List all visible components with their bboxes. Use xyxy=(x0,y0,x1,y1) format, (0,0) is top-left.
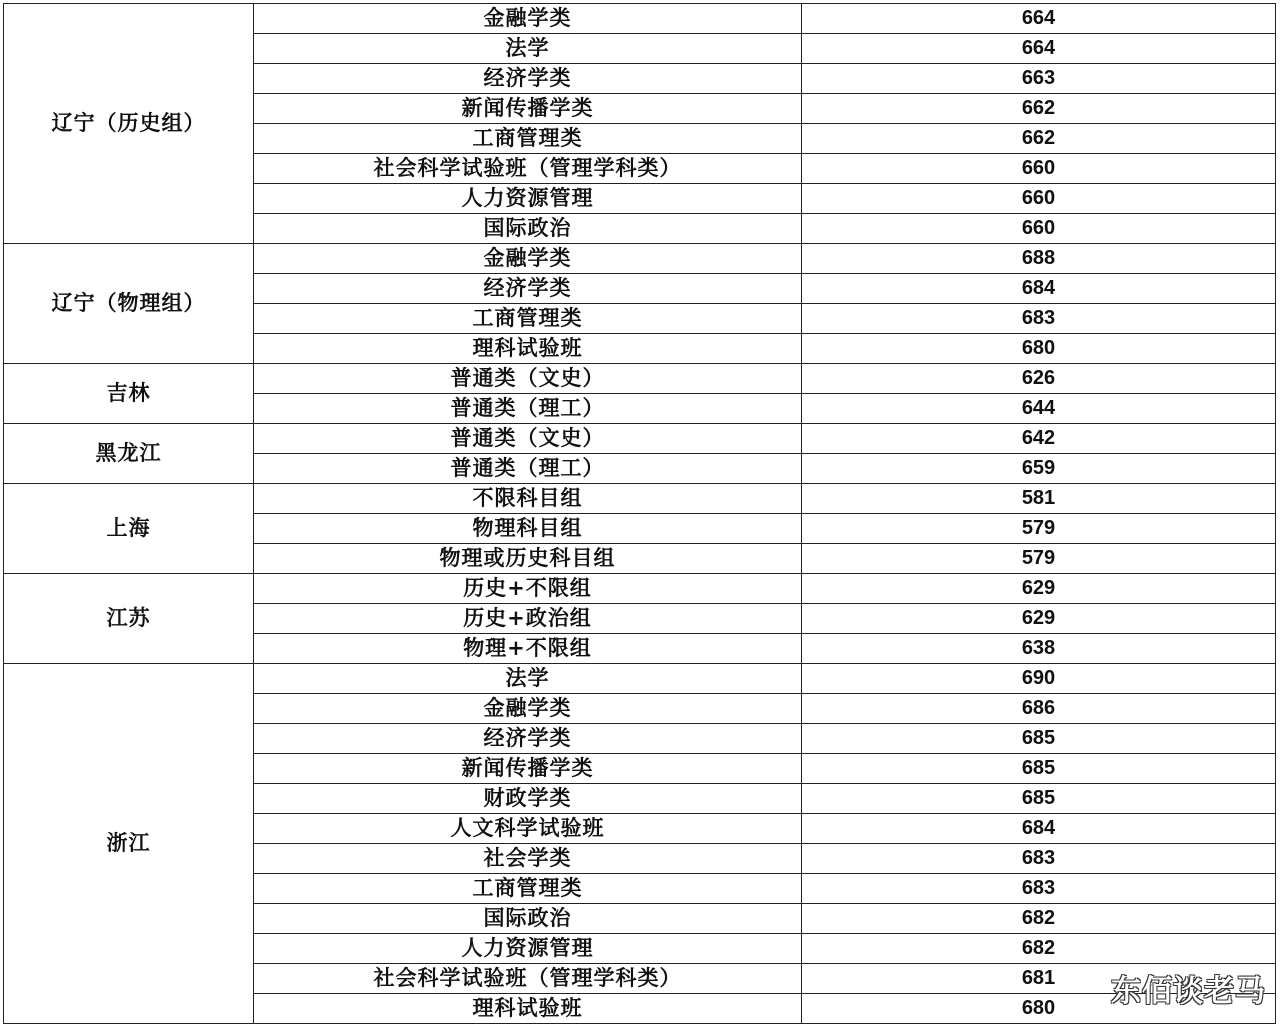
score-cell: 642 xyxy=(802,424,1276,454)
major-cell: 普通类（理工） xyxy=(254,394,802,424)
score-cell: 660 xyxy=(802,214,1276,244)
score-cell: 684 xyxy=(802,814,1276,844)
score-cell: 685 xyxy=(802,754,1276,784)
admission-score-table xyxy=(3,3,1276,1024)
score-cell: 688 xyxy=(802,244,1276,274)
major-cell: 工商管理类 xyxy=(254,124,802,154)
score-cell: 638 xyxy=(802,634,1276,664)
major-cell: 历史+政治组 xyxy=(254,604,802,634)
major-cell: 新闻传播学类 xyxy=(254,754,802,784)
major-cell: 普通类（理工） xyxy=(254,454,802,484)
major-cell: 金融学类 xyxy=(254,694,802,724)
major-cell: 国际政治 xyxy=(254,214,802,244)
major-cell: 历史+不限组 xyxy=(254,574,802,604)
table-row xyxy=(4,664,1276,694)
score-cell: 664 xyxy=(802,34,1276,64)
score-cell: 626 xyxy=(802,364,1276,394)
major-cell: 普通类（文史） xyxy=(254,424,802,454)
table-row xyxy=(4,574,1276,604)
score-cell: 579 xyxy=(802,544,1276,574)
score-cell: 664 xyxy=(802,4,1276,34)
table-row xyxy=(4,4,1276,34)
score-cell: 684 xyxy=(802,274,1276,304)
table-row xyxy=(4,364,1276,394)
major-cell: 法学 xyxy=(254,34,802,64)
province-cell: 辽宁（物理组） xyxy=(4,244,254,364)
major-cell: 人力资源管理 xyxy=(254,184,802,214)
table-row xyxy=(4,484,1276,514)
major-cell: 人力资源管理 xyxy=(254,934,802,964)
major-cell: 财政学类 xyxy=(254,784,802,814)
score-cell: 629 xyxy=(802,604,1276,634)
score-cell: 685 xyxy=(802,784,1276,814)
major-cell: 理科试验班 xyxy=(254,334,802,364)
score-cell: 662 xyxy=(802,124,1276,154)
major-cell: 国际政治 xyxy=(254,904,802,934)
major-cell: 工商管理类 xyxy=(254,304,802,334)
score-cell: 683 xyxy=(802,844,1276,874)
major-cell: 金融学类 xyxy=(254,244,802,274)
major-cell: 金融学类 xyxy=(254,4,802,34)
major-cell: 普通类（文史） xyxy=(254,364,802,394)
score-cell: 579 xyxy=(802,514,1276,544)
province-cell: 上海 xyxy=(4,484,254,574)
table-row xyxy=(4,244,1276,274)
score-cell: 659 xyxy=(802,454,1276,484)
table-body xyxy=(4,4,1276,1024)
score-cell: 690 xyxy=(802,664,1276,694)
score-cell: 680 xyxy=(802,994,1276,1024)
province-cell: 吉林 xyxy=(4,364,254,424)
score-cell: 663 xyxy=(802,64,1276,94)
major-cell: 法学 xyxy=(254,664,802,694)
score-cell: 681 xyxy=(802,964,1276,994)
major-cell: 物理+不限组 xyxy=(254,634,802,664)
score-cell: 660 xyxy=(802,154,1276,184)
major-cell: 社会学类 xyxy=(254,844,802,874)
score-cell: 682 xyxy=(802,904,1276,934)
major-cell: 物理科目组 xyxy=(254,514,802,544)
major-cell: 新闻传播学类 xyxy=(254,94,802,124)
score-cell: 581 xyxy=(802,484,1276,514)
major-cell: 物理或历史科目组 xyxy=(254,544,802,574)
major-cell: 工商管理类 xyxy=(254,874,802,904)
major-cell: 社会科学试验班（管理学科类） xyxy=(254,964,802,994)
major-cell: 经济学类 xyxy=(254,274,802,304)
major-cell: 经济学类 xyxy=(254,64,802,94)
province-cell: 黑龙江 xyxy=(4,424,254,484)
province-cell: 辽宁（历史组） xyxy=(4,4,254,244)
score-cell: 686 xyxy=(802,694,1276,724)
score-cell: 660 xyxy=(802,184,1276,214)
major-cell: 理科试验班 xyxy=(254,994,802,1024)
watermark: 东佰谈老马 xyxy=(1111,974,1266,1009)
province-cell: 浙江 xyxy=(4,664,254,1024)
table-row xyxy=(4,424,1276,454)
province-cell: 江苏 xyxy=(4,574,254,664)
score-cell: 685 xyxy=(802,724,1276,754)
major-cell: 社会科学试验班（管理学科类） xyxy=(254,154,802,184)
score-cell: 682 xyxy=(802,934,1276,964)
score-cell: 629 xyxy=(802,574,1276,604)
score-cell: 644 xyxy=(802,394,1276,424)
score-cell: 683 xyxy=(802,304,1276,334)
major-cell: 不限科目组 xyxy=(254,484,802,514)
major-cell: 人文科学试验班 xyxy=(254,814,802,844)
major-cell: 经济学类 xyxy=(254,724,802,754)
score-cell: 680 xyxy=(802,334,1276,364)
score-cell: 683 xyxy=(802,874,1276,904)
score-cell: 662 xyxy=(802,94,1276,124)
